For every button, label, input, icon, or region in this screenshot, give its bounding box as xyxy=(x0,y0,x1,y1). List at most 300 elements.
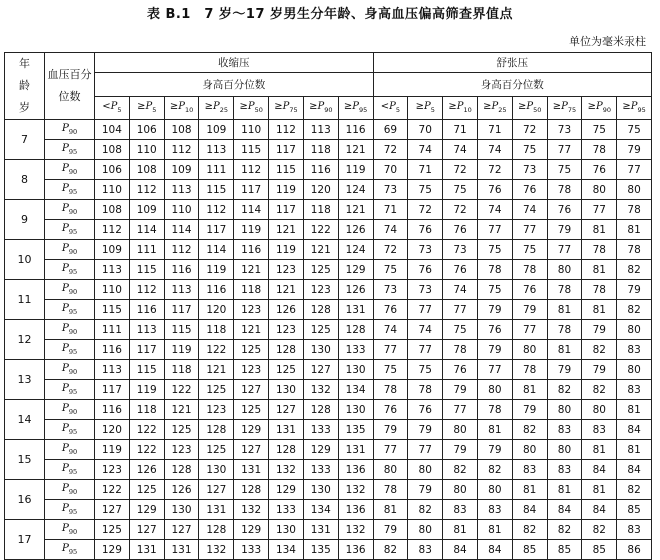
diastolic-value-cell: 80 xyxy=(512,340,547,360)
age-cell: 8 xyxy=(5,160,45,200)
systolic-value-cell: 117 xyxy=(95,380,130,400)
table-row xyxy=(5,180,652,200)
systolic-value-cell: 119 xyxy=(234,220,269,240)
diastolic-value-cell: 76 xyxy=(443,360,478,380)
systolic-value-cell: 126 xyxy=(338,280,373,300)
systolic-value-cell: 112 xyxy=(269,120,304,140)
systolic-value-cell: 118 xyxy=(303,140,338,160)
diastolic-value-cell: 74 xyxy=(512,200,547,220)
diastolic-value-cell: 78 xyxy=(443,340,478,360)
systolic-value-cell: 113 xyxy=(95,360,130,380)
systolic-value-cell: 123 xyxy=(303,280,338,300)
diastolic-value-cell: 80 xyxy=(617,360,652,380)
systolic-value-cell: 114 xyxy=(199,240,234,260)
diastolic-value-cell: 81 xyxy=(477,420,512,440)
systolic-value-cell: 125 xyxy=(95,520,130,540)
systolic-value-cell: 121 xyxy=(269,220,304,240)
diastolic-value-cell: 82 xyxy=(582,380,617,400)
diastolic-value-cell: 82 xyxy=(373,540,408,560)
diastolic-value-cell: 83 xyxy=(547,460,582,480)
systolic-value-cell: 111 xyxy=(129,240,164,260)
systolic-value-cell: 127 xyxy=(199,480,234,500)
diastolic-value-cell: 83 xyxy=(617,380,652,400)
systolic-value-cell: 131 xyxy=(303,520,338,540)
diastolic-value-cell: 79 xyxy=(373,420,408,440)
bp-percentile-cell: $P_{95}$ xyxy=(45,540,95,560)
bp-percentile-cell: $P_{90}$ xyxy=(45,480,95,500)
age-cell: 11 xyxy=(5,280,45,320)
diastolic-value-cell: 78 xyxy=(582,240,617,260)
systolic-value-cell: 131 xyxy=(199,500,234,520)
diastolic-value-cell: 76 xyxy=(477,320,512,340)
diastolic-value-cell: 81 xyxy=(373,500,408,520)
diastolic-value-cell: 74 xyxy=(408,140,443,160)
diastolic-value-cell: 76 xyxy=(512,280,547,300)
age-cell: 15 xyxy=(5,440,45,480)
systolic-value-cell: 121 xyxy=(338,200,373,220)
diastolic-value-cell: 75 xyxy=(373,260,408,280)
systolic-value-cell: 110 xyxy=(129,140,164,160)
diastolic-value-cell: 74 xyxy=(443,280,478,300)
age-cell: 17 xyxy=(5,520,45,560)
diastolic-col-header: $\ge P_{95}$ xyxy=(617,96,652,119)
systolic-value-cell: 115 xyxy=(199,180,234,200)
diastolic-value-cell: 77 xyxy=(373,340,408,360)
diastolic-value-cell: 82 xyxy=(408,500,443,520)
systolic-value-cell: 133 xyxy=(234,540,269,560)
systolic-value-cell: 129 xyxy=(269,480,304,500)
diastolic-value-cell: 73 xyxy=(373,180,408,200)
systolic-value-cell: 122 xyxy=(199,340,234,360)
systolic-value-cell: 127 xyxy=(234,380,269,400)
diastolic-value-cell: 76 xyxy=(547,200,582,220)
systolic-value-cell: 130 xyxy=(338,360,373,380)
diastolic-value-cell: 80 xyxy=(547,260,582,280)
diastolic-value-cell: 70 xyxy=(408,120,443,140)
systolic-value-cell: 112 xyxy=(199,200,234,220)
diastolic-value-cell: 78 xyxy=(373,380,408,400)
diastolic-value-cell: 78 xyxy=(547,280,582,300)
diastolic-value-cell: 77 xyxy=(443,300,478,320)
diastolic-value-cell: 72 xyxy=(512,120,547,140)
diastolic-value-cell: 77 xyxy=(408,440,443,460)
diastolic-value-cell: 79 xyxy=(547,220,582,240)
systolic-value-cell: 116 xyxy=(199,280,234,300)
diastolic-value-cell: 79 xyxy=(443,440,478,460)
systolic-value-cell: 108 xyxy=(164,120,199,140)
systolic-value-cell: 108 xyxy=(95,140,130,160)
diastolic-value-cell: 84 xyxy=(582,460,617,480)
bp-percentile-cell: $P_{90}$ xyxy=(45,440,95,460)
systolic-value-cell: 126 xyxy=(269,300,304,320)
systolic-col-header: $\ge P_{25}$ xyxy=(199,96,234,119)
diastolic-value-cell: 84 xyxy=(617,420,652,440)
systolic-value-cell: 119 xyxy=(269,180,304,200)
systolic-value-cell: 119 xyxy=(338,160,373,180)
systolic-value-cell: 108 xyxy=(95,200,130,220)
diastolic-value-cell: 82 xyxy=(512,420,547,440)
diastolic-value-cell: 77 xyxy=(512,320,547,340)
table-body xyxy=(5,120,652,560)
bp-percentile-cell: $P_{90}$ xyxy=(45,120,95,140)
age-cell: 13 xyxy=(5,360,45,400)
systolic-value-cell: 113 xyxy=(164,280,199,300)
bp-percentile-cell: $P_{90}$ xyxy=(45,360,95,380)
diastolic-value-cell: 77 xyxy=(408,340,443,360)
systolic-value-cell: 115 xyxy=(269,160,304,180)
systolic-value-cell: 133 xyxy=(338,340,373,360)
bp-percentile-cell: $P_{95}$ xyxy=(45,140,95,160)
diastolic-value-cell: 82 xyxy=(582,340,617,360)
systolic-value-cell: 127 xyxy=(95,500,130,520)
table-row xyxy=(5,420,652,440)
systolic-value-cell: 117 xyxy=(269,200,304,220)
diastolic-value-cell: 79 xyxy=(617,140,652,160)
diastolic-value-cell: 78 xyxy=(582,280,617,300)
table-row xyxy=(5,380,652,400)
systolic-col-header: $\ge P_{95}$ xyxy=(338,96,373,119)
systolic-value-cell: 121 xyxy=(199,360,234,380)
diastolic-value-cell: 72 xyxy=(373,240,408,260)
systolic-value-cell: 118 xyxy=(234,280,269,300)
table-row xyxy=(5,520,652,540)
systolic-value-cell: 119 xyxy=(269,240,304,260)
systolic-value-cell: 117 xyxy=(269,140,304,160)
diastolic-value-cell: 70 xyxy=(373,160,408,180)
diastolic-value-cell: 81 xyxy=(582,220,617,240)
systolic-value-cell: 113 xyxy=(199,140,234,160)
systolic-value-cell: 121 xyxy=(269,280,304,300)
systolic-value-cell: 127 xyxy=(269,400,304,420)
systolic-value-cell: 119 xyxy=(199,260,234,280)
systolic-value-cell: 109 xyxy=(164,160,199,180)
diastolic-value-cell: 79 xyxy=(477,300,512,320)
diastolic-value-cell: 79 xyxy=(477,340,512,360)
systolic-value-cell: 131 xyxy=(129,540,164,560)
systolic-value-cell: 116 xyxy=(338,120,373,140)
systolic-value-cell: 112 xyxy=(164,240,199,260)
diastolic-value-cell: 79 xyxy=(477,440,512,460)
diastolic-value-cell: 74 xyxy=(373,220,408,240)
table-row xyxy=(5,360,652,380)
systolic-value-cell: 125 xyxy=(164,420,199,440)
diastolic-value-cell: 74 xyxy=(477,140,512,160)
systolic-value-cell: 111 xyxy=(199,160,234,180)
systolic-value-cell: 123 xyxy=(234,300,269,320)
diastolic-value-cell: 79 xyxy=(512,300,547,320)
systolic-value-cell: 125 xyxy=(303,260,338,280)
systolic-height-percentile-header: 身高百分位数 xyxy=(95,73,374,96)
diastolic-value-cell: 75 xyxy=(443,180,478,200)
systolic-value-cell: 108 xyxy=(129,160,164,180)
bp-percentile-cell: $P_{95}$ xyxy=(45,220,95,240)
diastolic-value-cell: 77 xyxy=(547,240,582,260)
diastolic-value-cell: 85 xyxy=(512,540,547,560)
systolic-value-cell: 124 xyxy=(338,180,373,200)
diastolic-value-cell: 83 xyxy=(408,540,443,560)
bp-percentile-cell: $P_{90}$ xyxy=(45,280,95,300)
diastolic-col-header: $<P_5$ xyxy=(373,96,408,119)
systolic-value-cell: 130 xyxy=(303,480,338,500)
systolic-value-cell: 111 xyxy=(95,320,130,340)
systolic-value-cell: 117 xyxy=(164,300,199,320)
diastolic-value-cell: 76 xyxy=(408,400,443,420)
diastolic-value-cell: 71 xyxy=(477,120,512,140)
age-cell: 9 xyxy=(5,200,45,240)
systolic-value-cell: 128 xyxy=(303,400,338,420)
systolic-value-cell: 127 xyxy=(234,440,269,460)
diastolic-value-cell: 74 xyxy=(373,320,408,340)
bp-percentile-cell: $P_{90}$ xyxy=(45,240,95,260)
diastolic-value-cell: 80 xyxy=(512,440,547,460)
systolic-value-cell: 113 xyxy=(129,320,164,340)
bp-percentile-cell: $P_{90}$ xyxy=(45,200,95,220)
systolic-value-cell: 116 xyxy=(129,300,164,320)
bp-percentile-column-header: 血压百分位数 xyxy=(45,53,95,120)
table-row xyxy=(5,500,652,520)
systolic-col-header: $\ge P_{50}$ xyxy=(234,96,269,119)
systolic-value-cell: 115 xyxy=(129,360,164,380)
systolic-value-cell: 115 xyxy=(164,320,199,340)
diastolic-value-cell: 80 xyxy=(373,460,408,480)
diastolic-value-cell: 81 xyxy=(477,520,512,540)
systolic-value-cell: 131 xyxy=(164,540,199,560)
diastolic-value-cell: 75 xyxy=(443,320,478,340)
systolic-value-cell: 123 xyxy=(269,260,304,280)
age-cell: 14 xyxy=(5,400,45,440)
diastolic-col-header: $\ge P_5$ xyxy=(408,96,443,119)
systolic-value-cell: 130 xyxy=(303,340,338,360)
systolic-value-cell: 128 xyxy=(269,340,304,360)
systolic-value-cell: 131 xyxy=(338,440,373,460)
systolic-value-cell: 121 xyxy=(234,320,269,340)
diastolic-value-cell: 75 xyxy=(617,120,652,140)
systolic-value-cell: 126 xyxy=(338,220,373,240)
diastolic-value-cell: 77 xyxy=(617,160,652,180)
systolic-value-cell: 123 xyxy=(199,400,234,420)
diastolic-value-cell: 80 xyxy=(547,440,582,460)
diastolic-value-cell: 79 xyxy=(373,520,408,540)
diastolic-value-cell: 79 xyxy=(408,420,443,440)
systolic-value-cell: 130 xyxy=(164,500,199,520)
bp-percentile-cell: $P_{95}$ xyxy=(45,500,95,520)
systolic-value-cell: 110 xyxy=(234,120,269,140)
bp-percentile-cell: $P_{95}$ xyxy=(45,260,95,280)
age-cell: 12 xyxy=(5,320,45,360)
systolic-value-cell: 132 xyxy=(338,480,373,500)
systolic-value-cell: 130 xyxy=(199,460,234,480)
diastolic-value-cell: 77 xyxy=(373,440,408,460)
systolic-value-cell: 129 xyxy=(129,500,164,520)
systolic-value-cell: 121 xyxy=(338,140,373,160)
systolic-value-cell: 118 xyxy=(199,320,234,340)
systolic-value-cell: 120 xyxy=(199,300,234,320)
diastolic-value-cell: 73 xyxy=(512,160,547,180)
diastolic-value-cell: 75 xyxy=(512,240,547,260)
systolic-value-cell: 129 xyxy=(234,520,269,540)
systolic-value-cell: 112 xyxy=(129,280,164,300)
systolic-value-cell: 125 xyxy=(199,440,234,460)
systolic-value-cell: 131 xyxy=(338,300,373,320)
systolic-value-cell: 119 xyxy=(164,340,199,360)
table-row xyxy=(5,400,652,420)
diastolic-value-cell: 81 xyxy=(512,380,547,400)
systolic-value-cell: 123 xyxy=(269,320,304,340)
diastolic-value-cell: 84 xyxy=(443,540,478,560)
diastolic-value-cell: 73 xyxy=(408,240,443,260)
systolic-value-cell: 129 xyxy=(338,260,373,280)
diastolic-value-cell: 83 xyxy=(512,460,547,480)
diastolic-value-cell: 83 xyxy=(477,500,512,520)
systolic-value-cell: 136 xyxy=(338,460,373,480)
bp-percentile-cell: $P_{95}$ xyxy=(45,380,95,400)
systolic-value-cell: 119 xyxy=(129,380,164,400)
systolic-value-cell: 126 xyxy=(164,480,199,500)
diastolic-value-cell: 75 xyxy=(477,280,512,300)
table-row xyxy=(5,160,652,180)
diastolic-value-cell: 80 xyxy=(408,520,443,540)
systolic-value-cell: 127 xyxy=(129,520,164,540)
table-row xyxy=(5,460,652,480)
diastolic-header: 舒张压 xyxy=(373,53,652,73)
diastolic-col-header: $\ge P_{10}$ xyxy=(443,96,478,119)
diastolic-value-cell: 81 xyxy=(582,480,617,500)
systolic-value-cell: 109 xyxy=(129,200,164,220)
diastolic-value-cell: 73 xyxy=(373,280,408,300)
systolic-value-cell: 125 xyxy=(129,480,164,500)
diastolic-value-cell: 85 xyxy=(617,500,652,520)
systolic-value-cell: 135 xyxy=(303,540,338,560)
diastolic-value-cell: 83 xyxy=(617,340,652,360)
diastolic-value-cell: 71 xyxy=(443,120,478,140)
diastolic-value-cell: 83 xyxy=(443,500,478,520)
systolic-col-header: $\ge P_5$ xyxy=(129,96,164,119)
table-row xyxy=(5,300,652,320)
diastolic-value-cell: 81 xyxy=(582,260,617,280)
diastolic-value-cell: 82 xyxy=(547,520,582,540)
diastolic-value-cell: 77 xyxy=(408,300,443,320)
diastolic-value-cell: 78 xyxy=(512,360,547,380)
bp-percentile-cell: $P_{90}$ xyxy=(45,520,95,540)
diastolic-value-cell: 77 xyxy=(512,220,547,240)
systolic-value-cell: 121 xyxy=(303,240,338,260)
systolic-value-cell: 109 xyxy=(199,120,234,140)
systolic-value-cell: 132 xyxy=(303,380,338,400)
systolic-value-cell: 121 xyxy=(234,260,269,280)
table-row xyxy=(5,480,652,500)
unit-label: 单位为毫米汞柱 xyxy=(569,35,646,48)
table-row xyxy=(5,340,652,360)
systolic-value-cell: 104 xyxy=(95,120,130,140)
systolic-value-cell: 122 xyxy=(129,440,164,460)
systolic-value-cell: 133 xyxy=(303,460,338,480)
diastolic-value-cell: 71 xyxy=(373,200,408,220)
diastolic-value-cell: 74 xyxy=(477,200,512,220)
diastolic-value-cell: 78 xyxy=(547,180,582,200)
diastolic-value-cell: 78 xyxy=(477,400,512,420)
systolic-value-cell: 113 xyxy=(95,260,130,280)
diastolic-value-cell: 76 xyxy=(443,260,478,280)
diastolic-value-cell: 85 xyxy=(582,540,617,560)
diastolic-value-cell: 84 xyxy=(512,500,547,520)
diastolic-value-cell: 81 xyxy=(617,440,652,460)
diastolic-value-cell: 81 xyxy=(512,480,547,500)
age-column-header: 年龄岁 xyxy=(5,53,45,120)
systolic-value-cell: 132 xyxy=(234,500,269,520)
systolic-value-cell: 115 xyxy=(95,300,130,320)
systolic-value-cell: 113 xyxy=(303,120,338,140)
diastolic-value-cell: 84 xyxy=(477,540,512,560)
table-row xyxy=(5,440,652,460)
systolic-value-cell: 122 xyxy=(303,220,338,240)
bp-threshold-table xyxy=(4,52,652,560)
diastolic-value-cell: 82 xyxy=(617,260,652,280)
diastolic-value-cell: 80 xyxy=(617,320,652,340)
diastolic-value-cell: 81 xyxy=(582,300,617,320)
systolic-value-cell: 116 xyxy=(234,240,269,260)
systolic-value-cell: 110 xyxy=(164,200,199,220)
systolic-value-cell: 132 xyxy=(338,520,373,540)
systolic-value-cell: 118 xyxy=(303,200,338,220)
systolic-value-cell: 115 xyxy=(234,140,269,160)
diastolic-value-cell: 81 xyxy=(547,300,582,320)
age-cell: 7 xyxy=(5,120,45,160)
diastolic-value-cell: 78 xyxy=(512,260,547,280)
bp-percentile-cell: $P_{95}$ xyxy=(45,420,95,440)
diastolic-col-header: $\ge P_{25}$ xyxy=(477,96,512,119)
diastolic-value-cell: 86 xyxy=(617,540,652,560)
systolic-value-cell: 106 xyxy=(129,120,164,140)
bp-percentile-cell: $P_{90}$ xyxy=(45,320,95,340)
diastolic-value-cell: 69 xyxy=(373,120,408,140)
diastolic-value-cell: 75 xyxy=(408,360,443,380)
systolic-value-cell: 112 xyxy=(95,220,130,240)
diastolic-value-cell: 76 xyxy=(408,220,443,240)
systolic-col-header: $\ge P_{75}$ xyxy=(269,96,304,119)
diastolic-value-cell: 78 xyxy=(582,140,617,160)
diastolic-value-cell: 71 xyxy=(408,160,443,180)
diastolic-value-cell: 72 xyxy=(443,160,478,180)
diastolic-value-cell: 75 xyxy=(547,160,582,180)
systolic-value-cell: 124 xyxy=(338,240,373,260)
systolic-value-cell: 120 xyxy=(95,420,130,440)
diastolic-value-cell: 77 xyxy=(443,400,478,420)
systolic-value-cell: 127 xyxy=(164,520,199,540)
diastolic-value-cell: 76 xyxy=(408,260,443,280)
diastolic-value-cell: 78 xyxy=(373,480,408,500)
systolic-value-cell: 114 xyxy=(164,220,199,240)
age-cell: 10 xyxy=(5,240,45,280)
diastolic-value-cell: 77 xyxy=(477,360,512,380)
diastolic-value-cell: 83 xyxy=(547,420,582,440)
systolic-value-cell: 122 xyxy=(129,420,164,440)
diastolic-value-cell: 81 xyxy=(547,480,582,500)
systolic-value-cell: 129 xyxy=(95,540,130,560)
systolic-value-cell: 129 xyxy=(303,440,338,460)
systolic-value-cell: 106 xyxy=(95,160,130,180)
bp-percentile-cell: $P_{95}$ xyxy=(45,300,95,320)
systolic-value-cell: 136 xyxy=(338,540,373,560)
diastolic-value-cell: 76 xyxy=(373,300,408,320)
diastolic-value-cell: 80 xyxy=(443,420,478,440)
diastolic-value-cell: 80 xyxy=(582,400,617,420)
systolic-value-cell: 112 xyxy=(129,180,164,200)
diastolic-value-cell: 79 xyxy=(582,320,617,340)
systolic-value-cell: 116 xyxy=(164,260,199,280)
diastolic-value-cell: 75 xyxy=(582,120,617,140)
diastolic-value-cell: 72 xyxy=(443,200,478,220)
systolic-value-cell: 116 xyxy=(95,340,130,360)
